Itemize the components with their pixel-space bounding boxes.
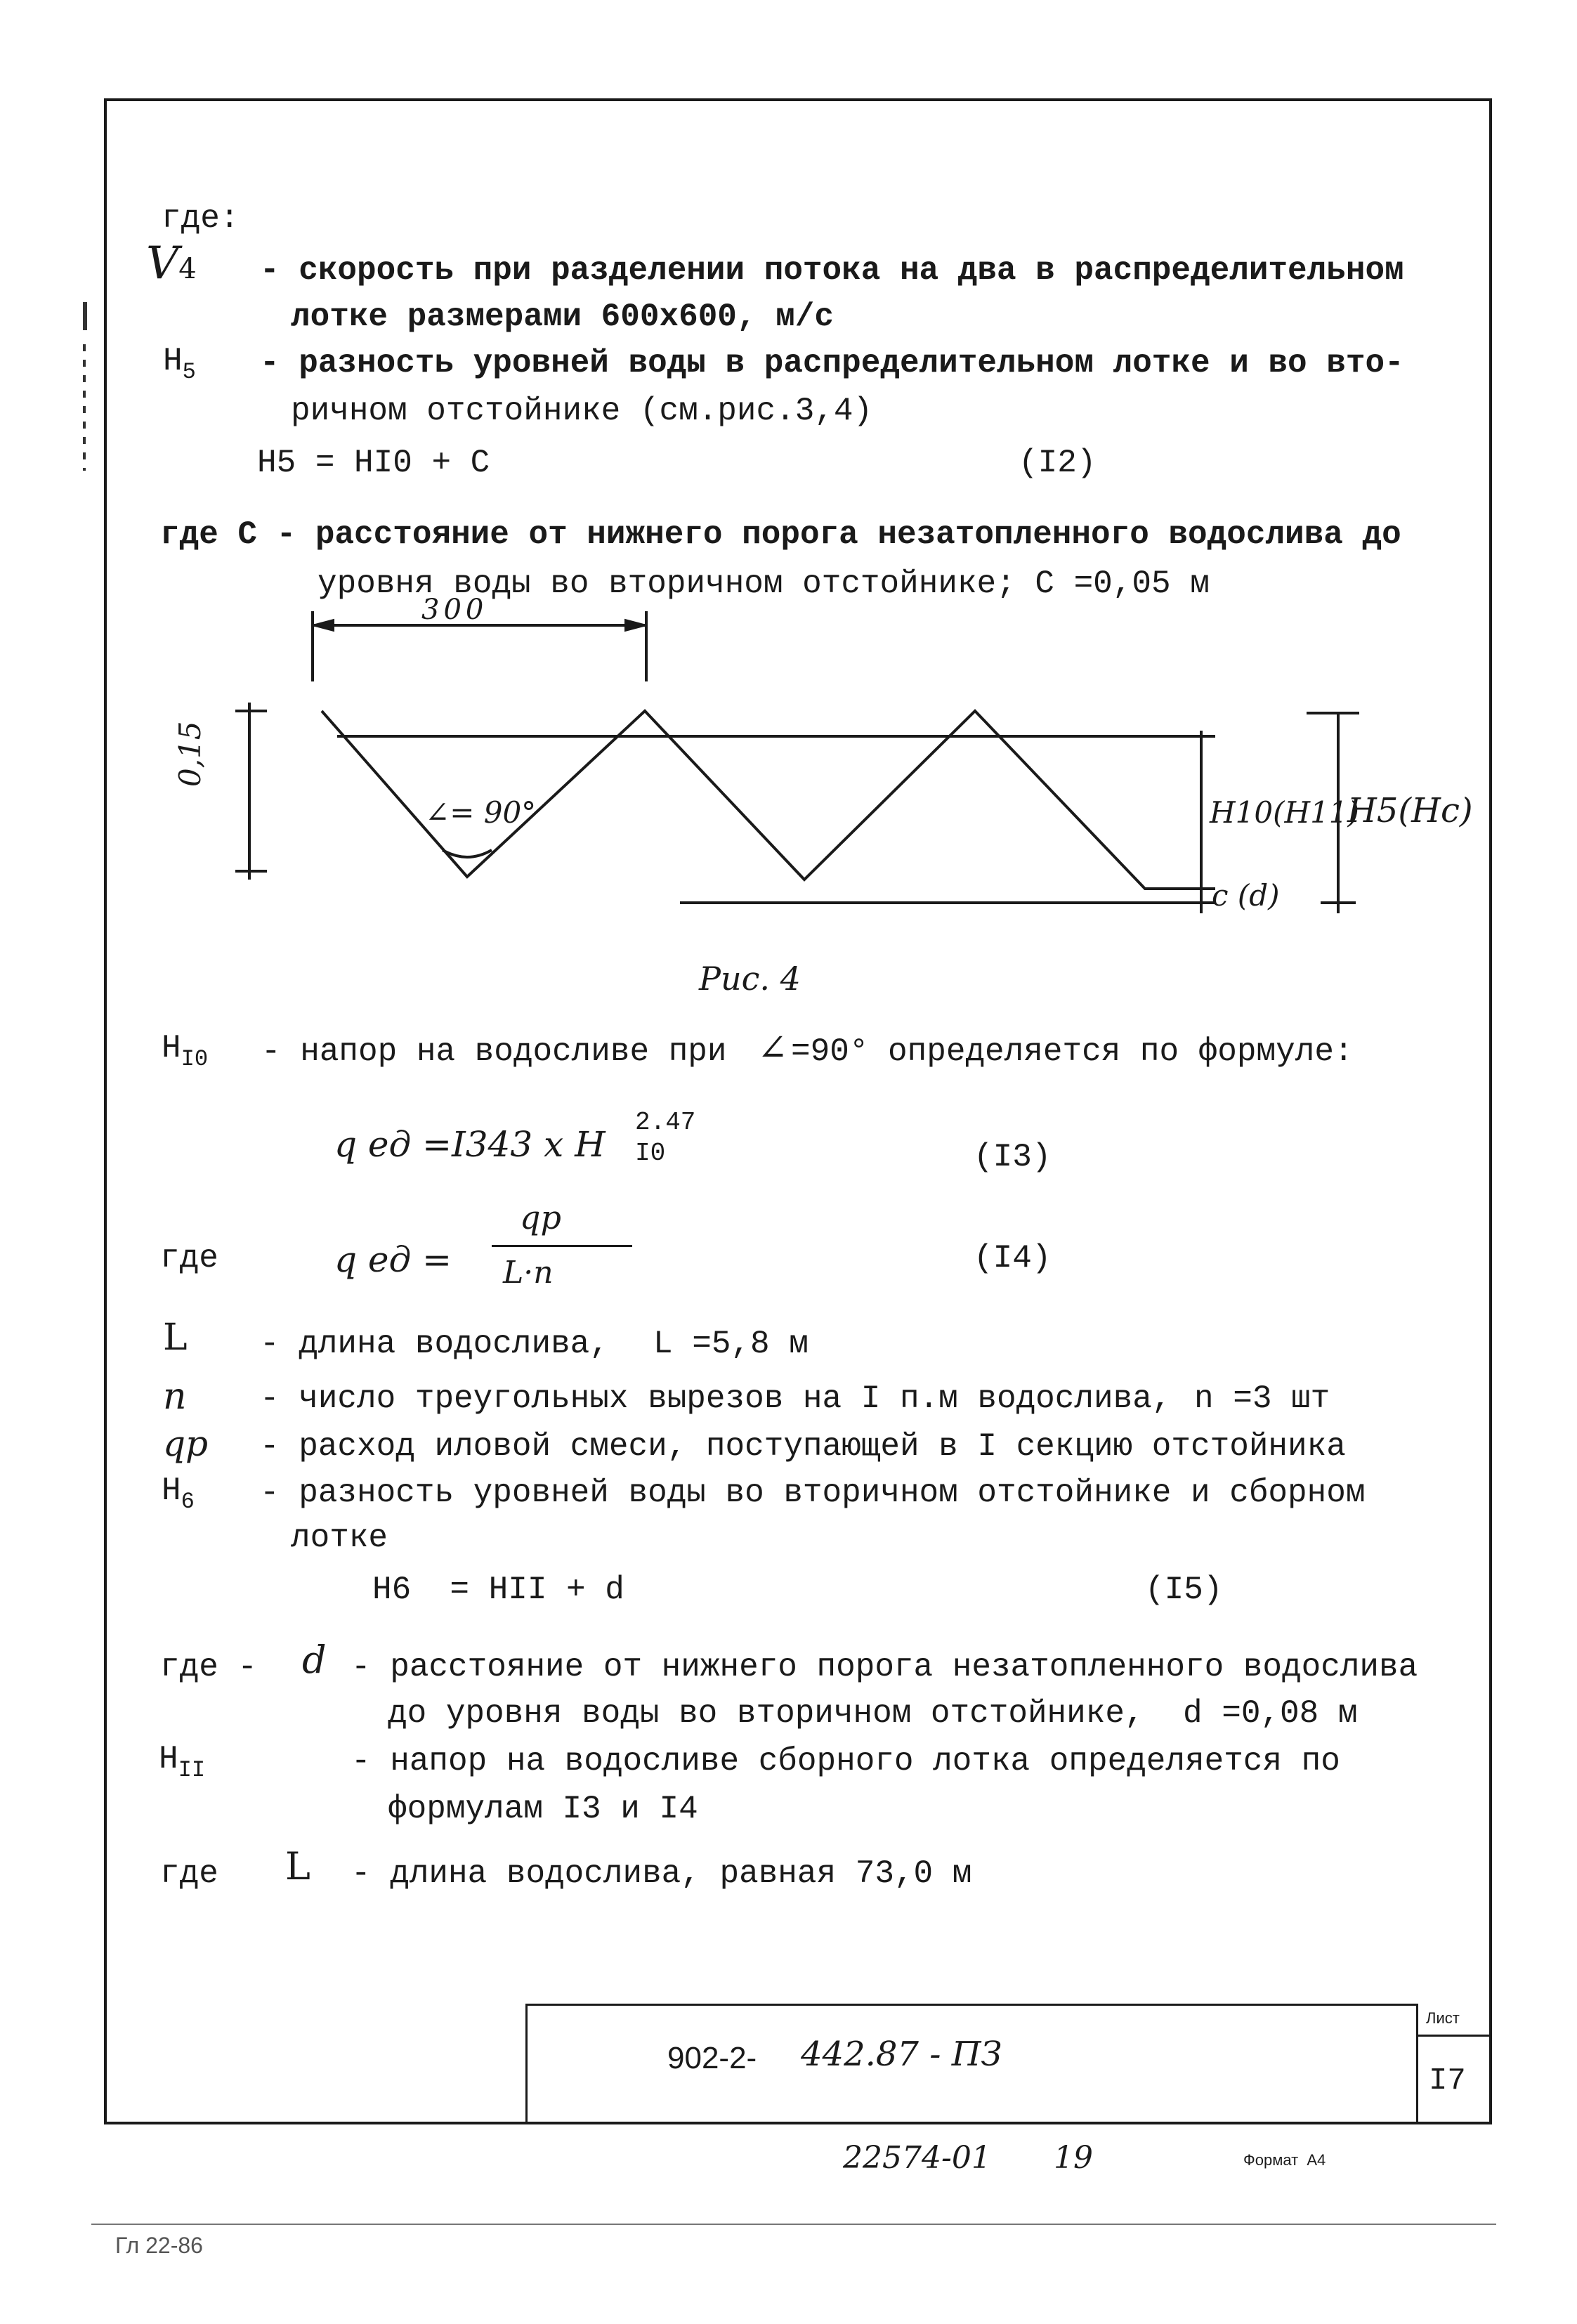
figure-caption: Рис. 4 <box>699 960 801 998</box>
h6-line1: - разность уровней воды во вторичном отстойнике и сборном <box>260 1475 1366 1511</box>
dim-300-label: 300 <box>421 594 488 626</box>
n-def-value: n =3 шт <box>1194 1380 1330 1417</box>
format-label: Формат А4 <box>1243 2151 1326 2169</box>
qp-def-text: - расход иловой смеси, поступающей в I секцию отстойника <box>260 1428 1346 1465</box>
weir-figure <box>0 0 1577 998</box>
dim-arrow-right <box>625 620 646 631</box>
h5-symbol: $H_5$ <box>163 343 196 385</box>
qp-symbol: qр <box>163 1423 209 1464</box>
h10-symbol: $H_{I0}$ <box>162 1030 209 1072</box>
d-symbol: d <box>302 1638 327 1682</box>
l-def-value: L =5,8 м <box>653 1326 809 1362</box>
formula-14-den: L·n <box>503 1255 554 1291</box>
sheet-number: I7 <box>1429 2063 1466 2098</box>
formula-15: H6 = HII + d <box>372 1572 624 1608</box>
sheet-cell-divider <box>1416 2035 1489 2037</box>
d-def-line2: до уровня воды во вторичном отстойнике, <box>388 1695 1144 1732</box>
v4-symbol: V4 <box>146 237 197 289</box>
d-prefix: где - <box>160 1649 258 1685</box>
h10-text-b: =90° определяется по формуле: <box>791 1033 1354 1070</box>
h5-line1: - разность уровней воды в распределительном лотке и во вто- <box>260 345 1404 381</box>
formula-12: H5 = HI0 + C <box>257 445 490 481</box>
n-def-text: - число треугольных вырезов на I п.м водослива, <box>260 1380 1172 1417</box>
formula-13: q ед =I343 x H <box>334 1124 606 1165</box>
d-def-value: d =0,08 м <box>1183 1695 1358 1732</box>
fraction-bar <box>492 1245 632 1247</box>
formula-13-subidx: I0 <box>635 1139 666 1168</box>
l2-prefix: где <box>160 1855 218 1892</box>
intro-where: где: <box>162 200 240 237</box>
bottom-rule <box>91 2224 1496 2225</box>
dim-015-label: 0,15 <box>173 721 207 787</box>
formula-12-number: (I2) <box>1019 445 1097 481</box>
dim-arrow-left <box>313 620 334 631</box>
page-number: 19 <box>1054 2140 1093 2176</box>
right-label-h10: H10(H11) <box>1210 795 1359 830</box>
d-def-line1: - расстояние от нижнего порога незатопленного водослива <box>351 1649 1418 1685</box>
n-symbol: n <box>163 1376 187 1418</box>
inventory-number: 22574-01 <box>843 2140 991 2176</box>
formula-13-number: (I3) <box>974 1139 1052 1175</box>
formula-14-number: (I4) <box>974 1240 1052 1277</box>
right-label-h5: H5(Hc) <box>1347 791 1473 830</box>
alpha-symbol: ∠ <box>757 1027 788 1069</box>
h11-line2: формулам I3 и I4 <box>388 1791 698 1827</box>
v4-line2: лотке размерами 600x600, м/с <box>291 299 834 335</box>
right-label-c: c (d) <box>1212 878 1280 913</box>
h6-symbol: $H_6$ <box>162 1473 195 1515</box>
l-def-text: - длина водослива, <box>260 1326 609 1362</box>
formula-14-left: q ед = <box>334 1239 452 1280</box>
formula-14-num: qр <box>520 1199 561 1236</box>
formula-15-number: (I5) <box>1145 1572 1223 1608</box>
h10-text-a: - напор на водосливе при <box>261 1033 727 1070</box>
l2-symbol: L <box>285 1844 310 1888</box>
h6-line2: лотке <box>291 1520 388 1556</box>
l-symbol: L <box>163 1317 188 1359</box>
formula-14-where: где <box>160 1240 218 1277</box>
doc-code-hand: 442.87 - ПЗ <box>801 2035 1002 2074</box>
c-def-line1: где С - расстояние от нижнего порога незатопленного водослива до <box>160 516 1401 553</box>
formula-13-exp: 2.47 <box>635 1108 696 1137</box>
sheet-label: Лист <box>1426 2009 1460 2027</box>
doc-code-prefix: 902-2- <box>667 2041 757 2075</box>
h11-symbol: $H_{II}$ <box>159 1741 206 1783</box>
c-def-line2: уровня воды во вторичном отстойнике; С =0,05 м <box>318 566 1210 602</box>
h5-line2: ричном отстойнике (см.рис.3,4) <box>291 393 873 429</box>
h11-line1: - напор на водосливе сборного лотка определяется по <box>351 1743 1340 1780</box>
angle-label: ∠= 90° <box>425 795 537 830</box>
v4-line1: - скорость при разделении потока на два в распределительном <box>260 252 1404 289</box>
l2-def-text: - длина водослива, равная 73,0 м <box>351 1855 972 1892</box>
bottom-left-code: Гл 22-86 <box>115 2233 203 2258</box>
